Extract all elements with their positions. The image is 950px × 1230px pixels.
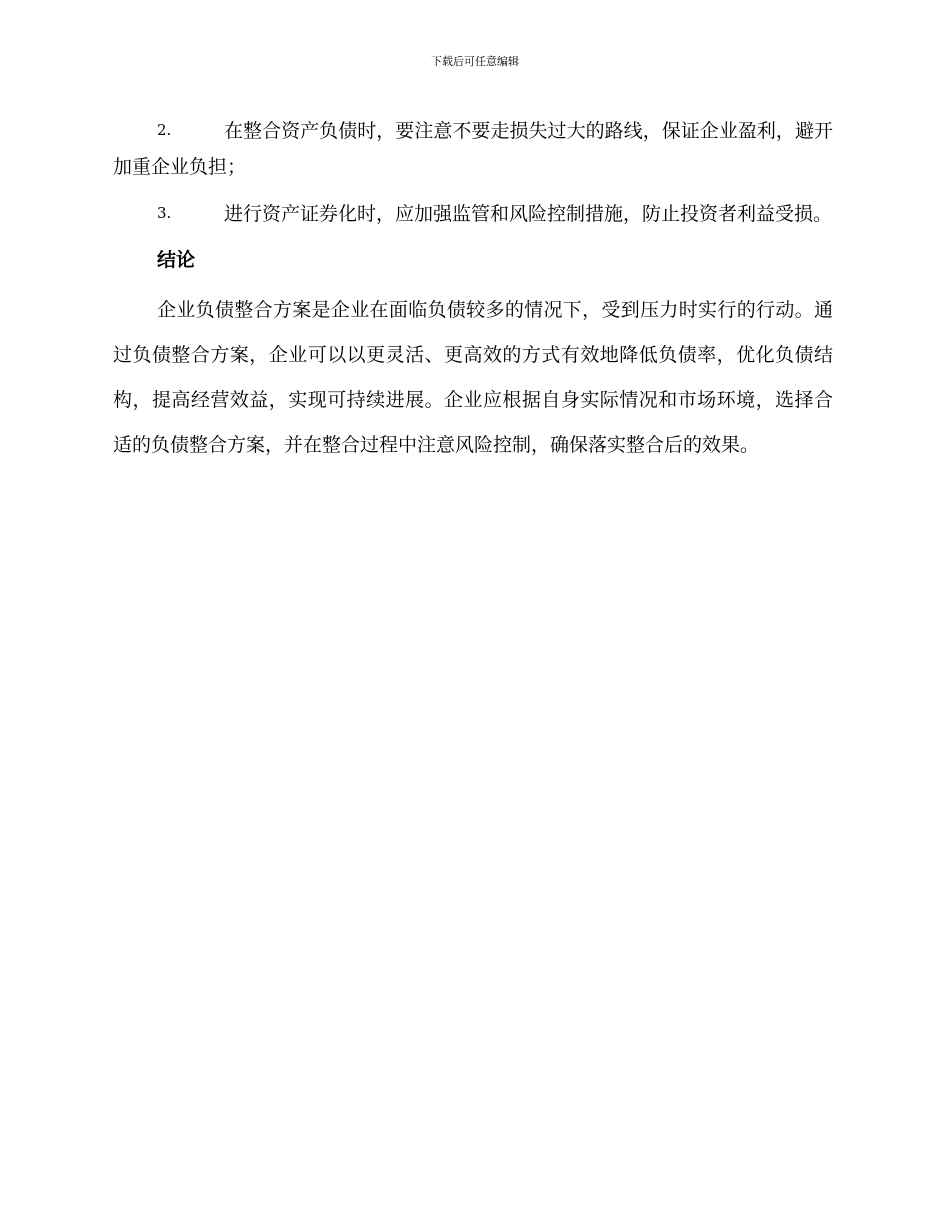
list-item (113, 195, 833, 232)
document-body (113, 112, 833, 468)
list-item (113, 112, 833, 185)
section-heading: 结论 (157, 249, 196, 271)
list-item-text: 进行资产证券化时，应加强监管和风险控制措施，防止投资者利益受损。 (224, 203, 833, 225)
page-header: 下载后可任意编辑 (431, 55, 519, 68)
list-item-text: 在整合资产负债时，要注意不要走损失过大的路线，保证企业盈利，避开加重企业负担； (113, 120, 833, 178)
list-item-number: 2. (157, 121, 172, 139)
list-item-number: 3. (157, 204, 172, 222)
conclusion-paragraph: 企业负债整合方案是企业在面临负债较多的情况下，受到压力时实行的行动。通过负债整合方案，企业可以以更灵活、更高效的方式有效地降低负债率，优化负债结构，提高经营效益，实现可持续进展。企业应根据自身实际情况和市场环境，选择合适的负债整合方案，并在整合过程中注意风险控制，确保落实整合后的效果。 (113, 299, 833, 456)
